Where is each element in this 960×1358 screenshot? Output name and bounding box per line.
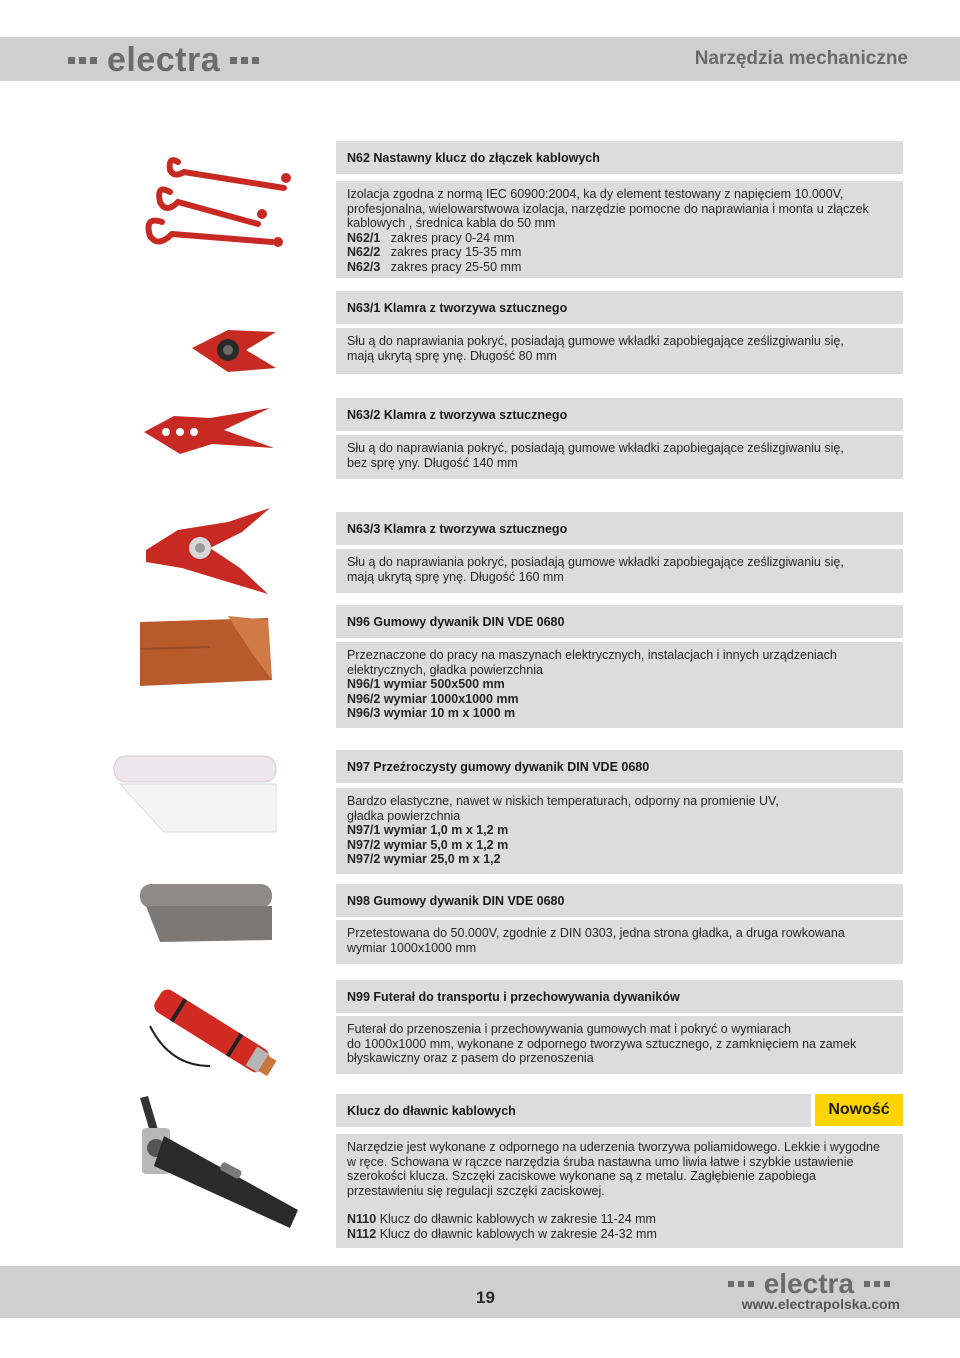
spec-line: N96/1 wymiar 500x500 mm [347, 677, 505, 691]
variant-row [347, 245, 892, 260]
product-title-n62: N62 Nastawny klucz do złączek kablowych [336, 141, 903, 174]
product-desc-n63-2 [336, 435, 903, 479]
spec-line: N96/2 wymiar 1000x1000 mm [347, 691, 519, 706]
product-desc-n99 [336, 1016, 903, 1074]
product-desc-n98 [336, 920, 903, 964]
mat-n96-image [132, 608, 274, 690]
product-desc-n63-1 [336, 328, 903, 374]
variant-text: zakres pracy 0-24 mm [390, 230, 515, 245]
clamp-n63-3-image [142, 506, 276, 598]
desc-line: w ręce. Schowana w rączce narzędzia śruba nastawna umo liwia łatwe i szybkie ustawienie [347, 1154, 854, 1169]
product-title-n63-2: N63/2 Klamra z tworzywa sztucznego [336, 398, 903, 431]
product-desc-n63-3 [336, 549, 903, 593]
product-title-n96: N96 Gumowy dywanik DIN VDE 0680 [336, 605, 903, 638]
desc-line: Słu ą do naprawiania pokryć, posiadają gumowe wkładki zapobiegające ześlizgiwaniu się, [347, 334, 844, 348]
variant-text: zakres pracy 25-50 mm [390, 259, 522, 274]
variant-text: zakres pracy 15-35 mm [390, 245, 522, 259]
desc-line: mają ukrytą sprę ynę. Długość 80 mm [347, 348, 557, 363]
case-n99-image [140, 986, 290, 1080]
desc-line: kablowych , średnica kabla do 50 mm [347, 216, 556, 230]
desc-line: Przetestowana do 50.000V, zgodnie z DIN 0303, jedna strona gładka, a druga rowkowana [347, 926, 845, 940]
product-desc-n62 [336, 181, 903, 278]
desc-line: Słu ą do naprawiania pokryć, posiadają gumowe wkładki zapobiegające ześlizgiwaniu się, [347, 555, 844, 569]
desc-line: błyskawiczny oraz z pasem do przenoszenia [347, 1051, 594, 1065]
desc-line: Słu ą do naprawiania pokryć, posiadają gumowe wkładki zapobiegające ześlizgiwaniu się, [347, 441, 844, 455]
logo-dots-icon [864, 1281, 890, 1287]
desc-line: do 1000x1000 mm, wykonane z odpornego tworzywa sztucznego, z zamknięciem na zamek [347, 1036, 857, 1051]
variant-row [347, 231, 892, 246]
logo-dots-icon [728, 1281, 754, 1287]
mat-n97-image [112, 754, 278, 834]
variant-text: Klucz do dławnic kablowych w zakresie 24-32 mm [379, 1226, 657, 1241]
mat-n98-image [138, 880, 274, 944]
variant-row [347, 260, 892, 275]
desc-line: Izolacja zgodna z normą IEC 60900:2004, ka dy element testowany z napięciem 10.000V, [347, 187, 844, 201]
brand-name: electra [107, 41, 221, 79]
logo-dots-icon [230, 57, 259, 64]
footer-brand-name: electra [763, 1268, 854, 1299]
product-title-n63-3: N63/3 Klamra z tworzywa sztucznego [336, 512, 903, 545]
new-badge: Nowość [815, 1094, 903, 1126]
variant-code: N62/3 [347, 259, 381, 274]
desc-line: Narzędzie jest wykonane z odpornego na uderzenia tworzywa poliamidowego. Lekkie i wygodne [347, 1140, 880, 1154]
clamp-n63-2-image [140, 404, 276, 464]
product-desc-gland-wrench [336, 1134, 903, 1248]
desc-line: elektrycznych, gładka powierzchnia [347, 662, 543, 677]
spec-line: N97/2 wymiar 25,0 m x 1,2 [347, 852, 501, 866]
wrench-n62-image [140, 148, 300, 250]
desc-line: mają ukrytą sprę ynę. Długość 160 mm [347, 569, 564, 584]
page-header [0, 37, 960, 81]
gland-wrench-image [134, 1094, 306, 1234]
variant-row [347, 1212, 892, 1227]
page-number: 19 [476, 1288, 495, 1307]
product-title-n97: N97 Przeźroczysty gumowy dywanik DIN VDE 0680 [336, 750, 903, 783]
desc-line: szerokości klucza. Szczęki zaciskowe wykonane są z metalu. Zagłębienie zapobiega [347, 1169, 816, 1183]
variant-code: N110 [347, 1212, 377, 1226]
spec-line: N97/1 wymiar 1,0 m x 1,2 m [347, 823, 509, 837]
page-footer [0, 1266, 960, 1318]
desc-line: Futerał do przenoszenia i przechowywania gumowych mat i pokryć o wymiarach [347, 1022, 791, 1036]
variant-code: N62/1 [347, 230, 381, 245]
desc-line: gładka powierzchnia [347, 808, 461, 823]
spec-line: N97/2 wymiar 5,0 m x 1,2 m [347, 837, 509, 852]
category-title: Narzędzia mechaniczne [694, 48, 908, 69]
variant-code: N112 [347, 1226, 377, 1241]
desc-line: wymiar 1000x1000 mm [347, 940, 477, 955]
spec-line: N96/3 wymiar 10 m x 1000 m [347, 706, 516, 720]
desc-line: profesjonalna, wielowarstwowa izolacja, narzędzie pomocne do naprawiania i monta u złączek [347, 201, 869, 216]
website-link[interactable]: www.electrapolska.com [741, 1296, 900, 1312]
product-title-n63-1: N63/1 Klamra z tworzywa sztucznego [336, 291, 903, 324]
desc-line: przestawieniu się regulacji szczęki zaciskowej. [347, 1183, 605, 1198]
variant-text: Klucz do dławnic kablowych w zakresie 11-24 mm [379, 1212, 656, 1226]
product-title-gland-wrench: Klucz do dławnic kablowych [336, 1094, 811, 1127]
product-title-n98: N98 Gumowy dywanik DIN VDE 0680 [336, 884, 903, 917]
desc-line: bez sprę yny. Długość 140 mm [347, 455, 518, 470]
brand-logo [58, 41, 269, 80]
product-title-n99: N99 Futerał do transportu i przechowywania dywaników [336, 980, 903, 1013]
variant-code: N62/2 [347, 245, 381, 259]
product-desc-n96 [336, 642, 903, 728]
desc-line: Bardzo elastyczne, nawet w niskich temperaturach, odporny na promienie UV, [347, 794, 779, 808]
logo-dots-icon [68, 57, 97, 64]
product-desc-n97 [336, 788, 903, 874]
variant-row [347, 1227, 892, 1242]
clamp-n63-1-image [188, 324, 280, 376]
desc-line: Przeznaczone do pracy na maszynach elektrycznych, instalacjach i innych urządzeniach [347, 648, 837, 662]
